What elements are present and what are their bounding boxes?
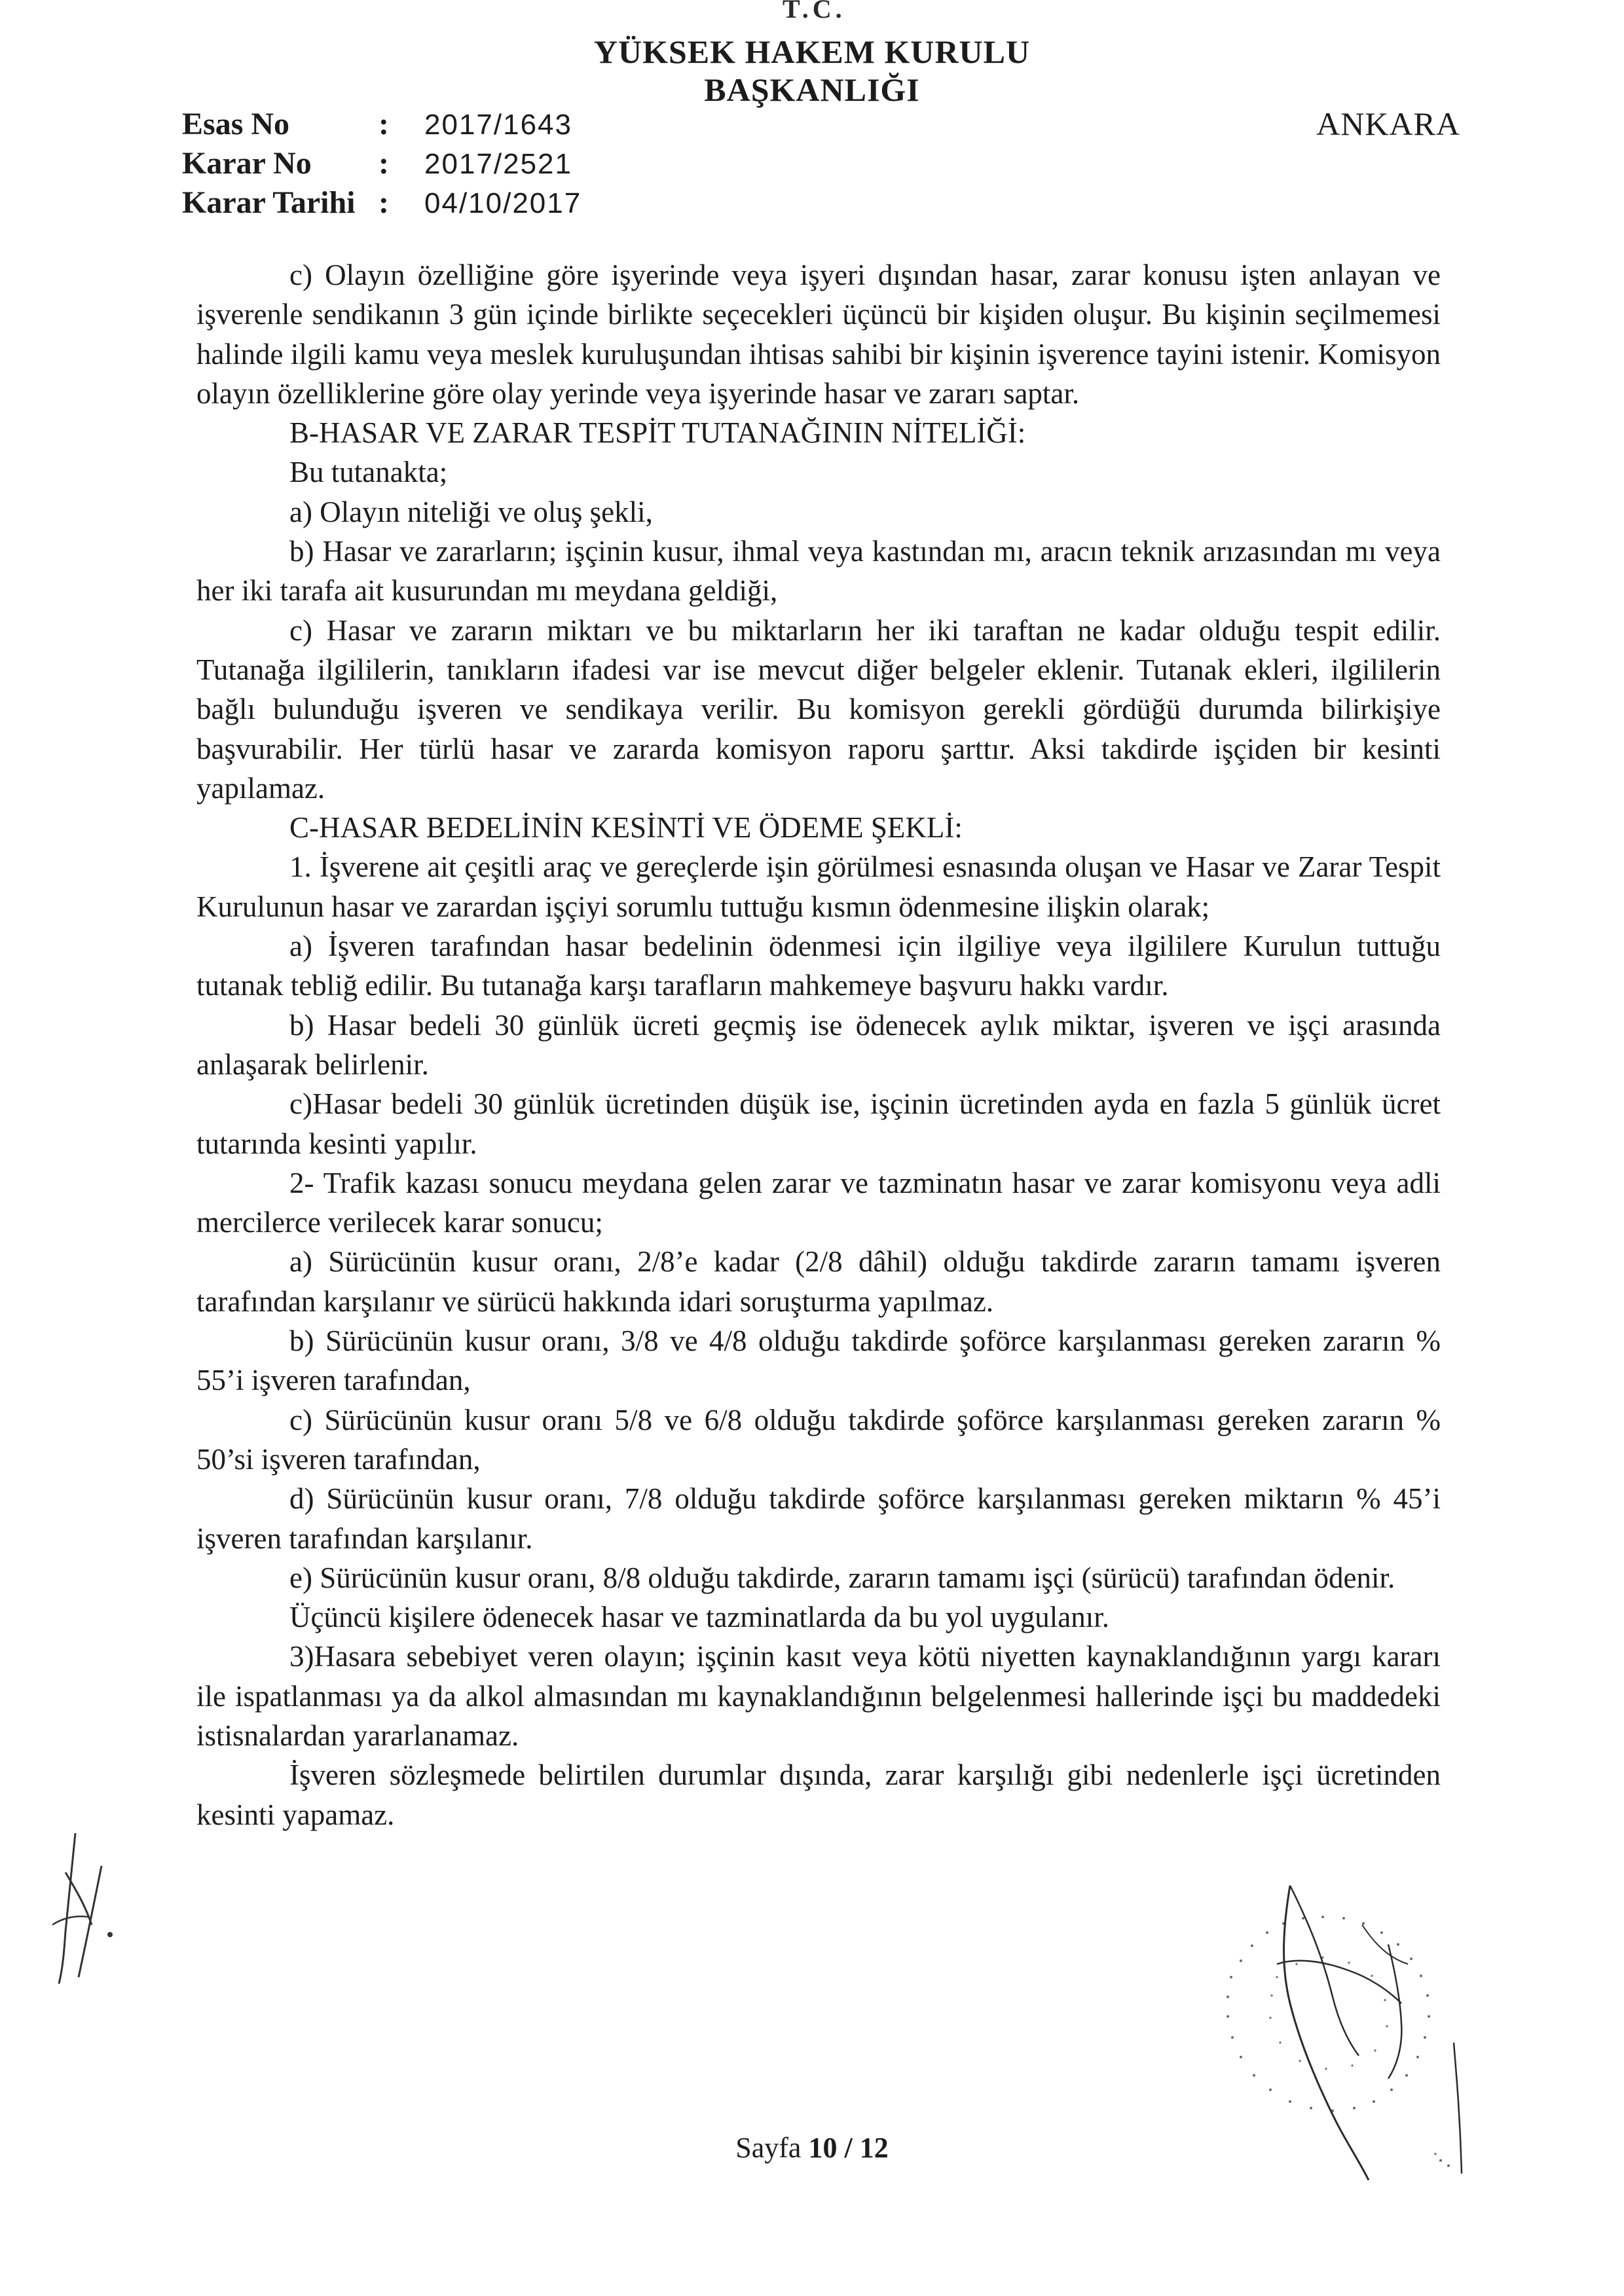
city: ANKARA (1316, 105, 1460, 142)
meta-value: 2017/2521 (424, 148, 572, 180)
paragraph: c) Olayın özelliğine göre işyerinde veya işyeri dışından hasar, zarar konusu işten anlayan ve işverenle sendikanın 3 gün içinde birlikte seçecekleri üçüncü bir kişiden oluşur. Bu kişinin seçilmemesi halinde ilgili kamu veya meslek kuruluşundan ihtisas sahibi bir kişinin işverence tayini istenir. Komisyon olayın özelliklerine göre olay yerinde veya işyerinde hasar ve zararı saptar. (196, 259, 1441, 410)
institution-title: YÜKSEK HAKEM KURULU (593, 33, 1031, 70)
list-item: d) Sürücünün kusur oranı, 7/8 olduğu takdirde şoförce karşılanması gereken miktarın % 45’i işveren tarafından karşılanır. (196, 1482, 1441, 1555)
meta-value: 2017/1643 (424, 109, 572, 141)
list-item: c) Hasar ve zararın miktarı ve bu miktarların her iki taraftan ne kadar olduğu tespit edilir. Tutanağa ilgililerin, tanıkların ifadesi var ise mevcut diğer belgeler eklenir. Tutanak ekleri, ilgililerin bağlı bulunduğu işveren ve sendikaya verilir. Bu komisyon gerekli gördüğü durumda bilirkişiye başvurabilir. Her türlü hasar ve zararda komisyon raporu şarttır. Aksi takdirde işçiden bir kesinti yapılamaz. (196, 613, 1441, 805)
institution-subtitle: BAŞKANLIĞI (704, 71, 920, 108)
case-meta (182, 106, 581, 224)
meta-colon: : (378, 107, 389, 141)
list-item: 1. İşverene ait çeşitli araç ve gereçlerde işin görülmesi esnasında oluşan ve Hasar ve Zarar Tespit Kurulunun hasar ve zarardan işçiyi sorumlu tuttuğu kısmın ödenmesine ilişkin olarak; (196, 850, 1441, 923)
meta-label: Karar No (182, 146, 312, 181)
page-number (0, 2131, 1624, 2164)
meta-value: 04/10/2017 (424, 187, 582, 219)
list-item: a) İşveren tarafından hasar bedelinin ödenmesi için ilgiliye veya ilgililere Kurulun tuttuğu tutanak tebliğ edilir. Bu tutanağa karşı tarafların mahkemeye başvuru hakkı vardır. (196, 930, 1441, 1002)
list-item: c)Hasar bedeli 30 günlük ücretinden düşük ise, işçinin ücretinden ayda en fazla 5 günlük ücret tutarında kesinti yapılır. (196, 1087, 1441, 1160)
meta-row-karar-tarihi (182, 185, 581, 224)
page-separator: / (844, 2132, 853, 2164)
tc-fragment: T.C. (783, 0, 846, 24)
meta-colon: : (378, 146, 389, 181)
list-item: c) Sürücünün kusur oranı 5/8 ve 6/8 olduğu takdirde şoförce karşılanması gereken zararın % 50’si işveren tarafından, (196, 1403, 1441, 1476)
meta-label: Karar Tarihi (182, 185, 356, 220)
meta-row-karar (182, 145, 581, 185)
paragraph: Bu tutanakta; (289, 456, 448, 489)
meta-colon: : (378, 185, 389, 220)
list-item: a) Sürücünün kusur oranı, 2/8’e kadar (2/8 dâhil) olduğu takdirde zararın tamamı işveren tarafından karşılanır ve sürücü hakkında idari soruşturma yapılmaz. (196, 1245, 1441, 1318)
list-item: b) Sürücünün kusur oranı, 3/8 ve 4/8 olduğu takdirde şoförce karşılanması gereken zararın % 55’i işveren tarafından, (196, 1324, 1441, 1397)
meta-row-esas (182, 106, 581, 145)
meta-label: Esas No (182, 107, 290, 141)
list-item: b) Hasar ve zararların; işçinin kusur, ihmal veya kastından mı, aracın teknik arızasından mı veya her iki tarafa ait kusurundan mı meydana geldiği, (196, 535, 1441, 608)
document-body (196, 255, 1441, 1834)
list-item: e) Sürücünün kusur oranı, 8/8 olduğu takdirde, zararın tamamı işçi (sürücü) tarafından ödenir. (289, 1561, 1395, 1594)
list-item: b) Hasar bedeli 30 günlük ücreti geçmiş ise ödenecek aylık miktar, işveren ve işçi arasında anlaşarak belirlenir. (196, 1008, 1441, 1081)
paragraph: İşveren sözleşmede belirtilen durumlar dışında, zarar karşılığı gibi nedenlerle işçi ücretinden kesinti yapamaz. (196, 1758, 1441, 1831)
list-item: 2- Trafik kazası sonucu meydana gelen zarar ve tazminatın hasar ve zarar komisyonu veya adli mercilerce verilecek karar sonucu; (196, 1166, 1441, 1239)
section-heading: C-HASAR BEDELİNİN KESİNTİ VE ÖDEME ŞEKLİ: (289, 811, 963, 845)
page-current: 10 (808, 2132, 838, 2164)
page-prefix: Sayfa (735, 2132, 802, 2164)
list-item: a) Olayın niteliği ve oluş şekli, (289, 495, 653, 528)
list-item: 3)Hasara sebebiyet veren olayın; işçinin kasıt veya kötü niyetten kaynaklandığının yargı kararı ile ispatlanması ya da alkol almasından mı kaynaklandığının belgelenmesi hallerinde işçi bu maddedeki istisnalardan yararlanamaz. (196, 1640, 1441, 1752)
paragraph: Üçüncü kişilere ödenecek hasar ve tazminatlarda da bu yol uygulanır. (289, 1601, 1110, 1634)
handwritten-signature-left (39, 1827, 118, 1990)
section-heading: B-HASAR VE ZARAR TESPİT TUTANAĞININ NİTELİĞİ: (289, 416, 1026, 450)
page-total: 12 (859, 2132, 889, 2164)
